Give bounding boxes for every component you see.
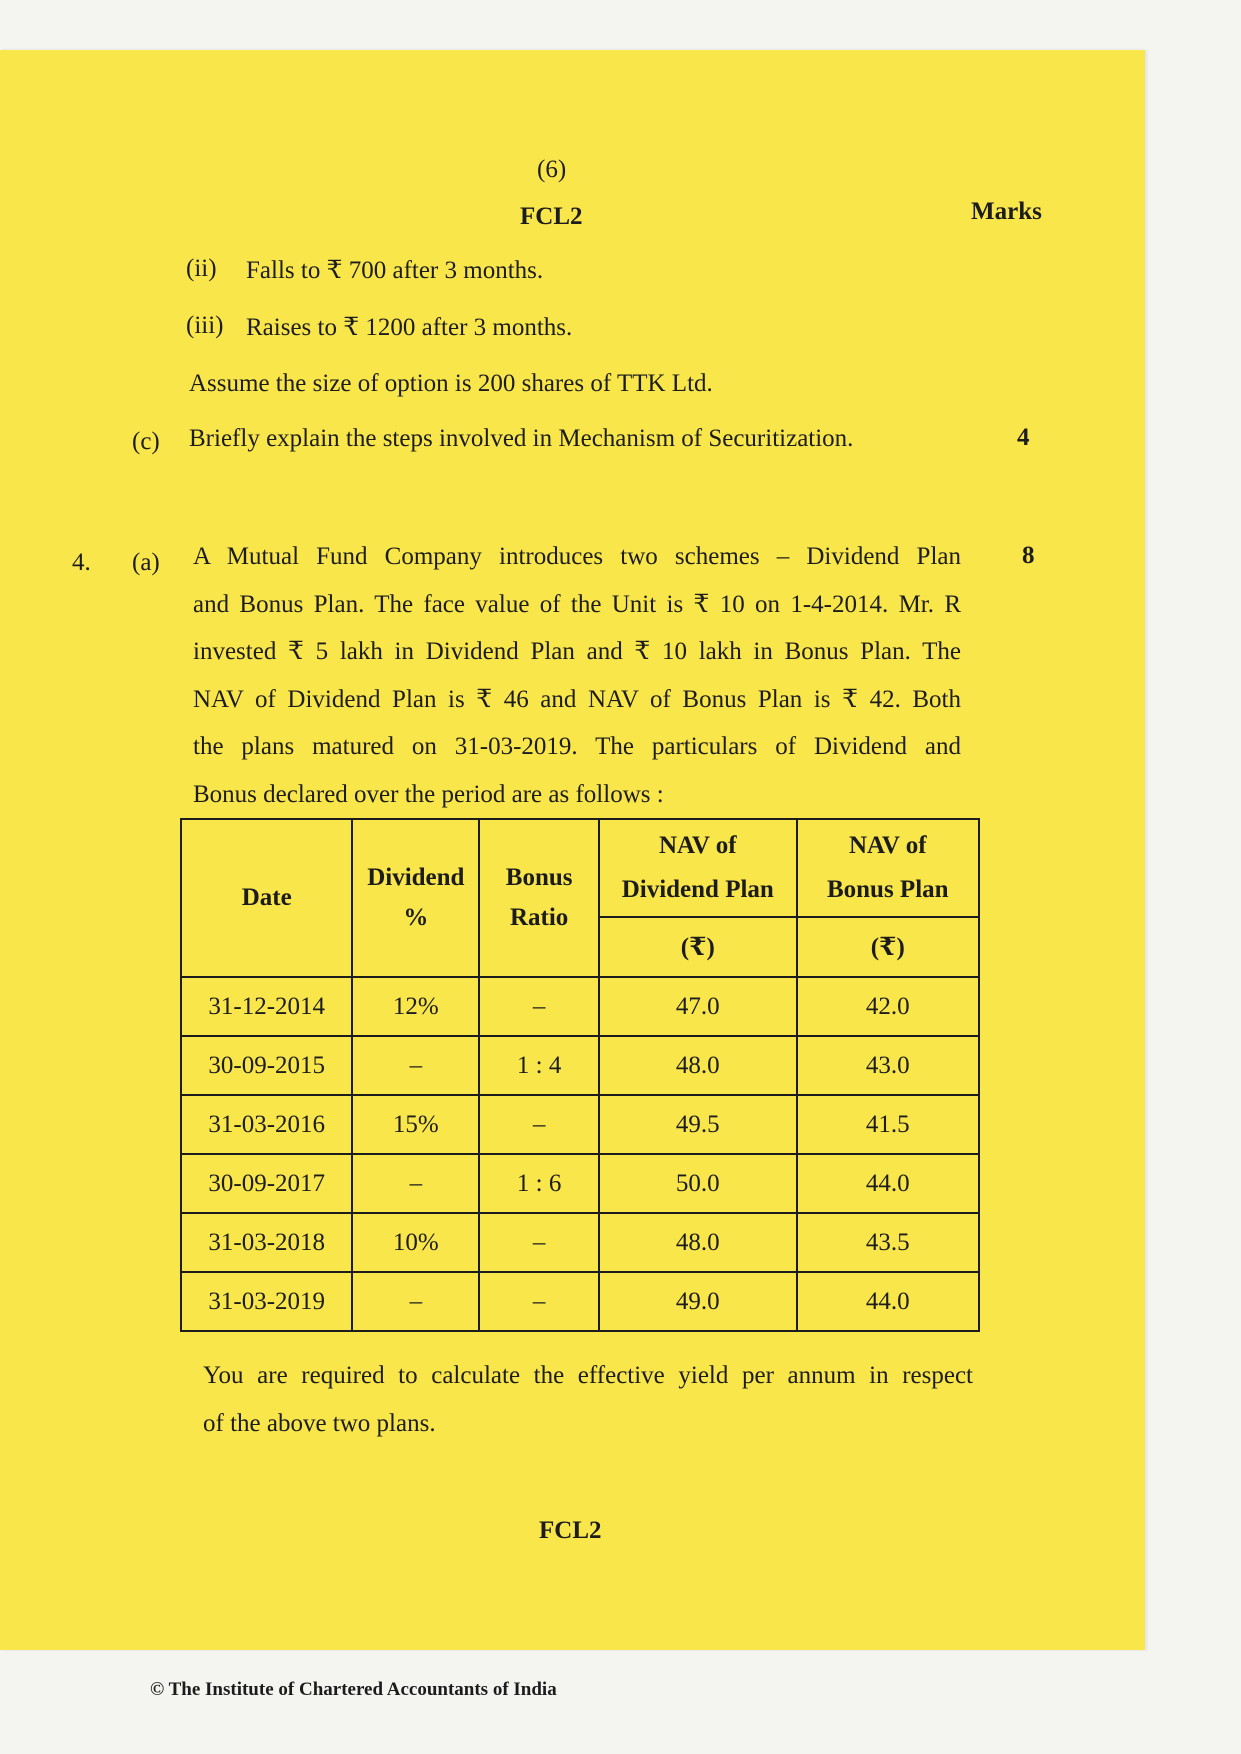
cell-date: 30-09-2017 [181,1154,352,1213]
cell-nav-dividend: 48.0 [599,1213,797,1272]
table-row [181,977,979,1036]
question-4a-requirement [203,1352,973,1447]
dividend-bonus-table [180,818,980,1332]
question-4a-line: Bonus declared over the period are as follows : [193,780,664,808]
question-4a-line: A Mutual Fund Company introduces two schemes – Dividend Plan [193,543,961,570]
question-4-marks: 8 [1022,542,1035,569]
cell-dividend: 15% [352,1095,479,1154]
cell-date: 31-03-2016 [181,1095,352,1154]
cell-nav-dividend: 50.0 [599,1154,797,1213]
part-c-text: Briefly explain the steps involved in Mechanism of Securitization. [189,425,854,452]
table-row [181,1272,979,1331]
table-row [181,1036,979,1095]
header-nav-dividend [599,819,797,917]
header-dividend [352,819,479,977]
header-dividend-line2: % [403,904,429,931]
cell-bonus: – [479,977,599,1036]
header-nav-bonus [797,819,979,917]
cell-nav-dividend: 49.5 [599,1095,797,1154]
item-iii-text: Raises to ₹ 1200 after 3 months. [246,314,573,341]
header-dividend-line1: Dividend [367,864,465,891]
cell-nav-dividend: 48.0 [599,1036,797,1095]
cell-nav-bonus: 44.0 [797,1272,979,1331]
cell-nav-bonus: 43.0 [797,1036,979,1095]
header-bonus-line2: Ratio [509,904,569,931]
page-number: (6) [537,156,567,183]
cell-dividend: 10% [352,1213,479,1272]
cell-date: 30-09-2015 [181,1036,352,1095]
table-header-row [181,819,979,917]
cell-nav-dividend: 47.0 [599,977,797,1036]
cell-dividend: – [352,1272,479,1331]
cell-date: 31-12-2014 [181,977,352,1036]
question-4a-line: NAV of Dividend Plan is ₹ 46 and NAV of Bonus Plan is ₹ 42. Both [193,685,961,713]
cell-date: 31-03-2018 [181,1213,352,1272]
question-4a-line: invested ₹ 5 lakh in Dividend Plan and ₹ 10 lakh in Bonus Plan. The [193,638,961,665]
requirement-line: You are required to calculate the effective yield per annum in respect [203,1362,973,1389]
header-bonus-line1: Bonus [505,864,573,891]
header-nav-dividend-line1: NAV of [658,832,737,859]
question-4a-label: (a) [132,549,160,576]
item-ii-text: Falls to ₹ 700 after 3 months. [246,257,544,284]
header-nav-dividend-unit: (₹) [599,917,797,977]
cell-nav-bonus: 43.5 [797,1213,979,1272]
cell-bonus: 1 : 4 [479,1036,599,1095]
cell-bonus: – [479,1213,599,1272]
paper-code-footer: FCL2 [539,1517,602,1544]
cell-dividend: – [352,1036,479,1095]
cell-bonus: 1 : 6 [479,1154,599,1213]
header-nav-bonus-line1: NAV of [848,832,927,859]
cell-date: 31-03-2019 [181,1272,352,1331]
cell-dividend: – [352,1154,479,1213]
copyright-notice: © The Institute of Chartered Accountants of India [150,1679,557,1700]
header-nav-bonus-line2: Bonus Plan [826,876,949,903]
part-c-label: (c) [132,428,160,455]
cell-nav-dividend: 49.0 [599,1272,797,1331]
item-ii-number: (ii) [186,255,217,282]
table-row [181,1095,979,1154]
cell-nav-bonus: 44.0 [797,1154,979,1213]
cell-nav-bonus: 42.0 [797,977,979,1036]
question-4-number: 4. [72,549,91,576]
header-date: Date [181,819,352,977]
table-row [181,1213,979,1272]
requirement-line: of the above two plans. [203,1409,436,1437]
cell-bonus: – [479,1272,599,1331]
header-bonus [479,819,599,977]
paper-code-header: FCL2 [520,203,583,230]
header-nav-dividend-line2: Dividend Plan [621,876,774,903]
cell-bonus: – [479,1095,599,1154]
part-c-marks: 4 [1017,424,1030,451]
cell-dividend: 12% [352,977,479,1036]
assumption-text: Assume the size of option is 200 shares of TTK Ltd. [189,370,713,397]
marks-heading: Marks [971,198,1042,225]
cell-nav-bonus: 41.5 [797,1095,979,1154]
header-nav-bonus-unit: (₹) [797,917,979,977]
question-4a-line: the plans matured on 31-03-2019. The particulars of Dividend and [193,733,961,760]
item-iii-number: (iii) [186,312,224,339]
table-row [181,1154,979,1213]
question-4a-paragraph [193,533,961,818]
question-4a-line: and Bonus Plan. The face value of the Unit is ₹ 10 on 1-4-2014. Mr. R [193,590,961,618]
